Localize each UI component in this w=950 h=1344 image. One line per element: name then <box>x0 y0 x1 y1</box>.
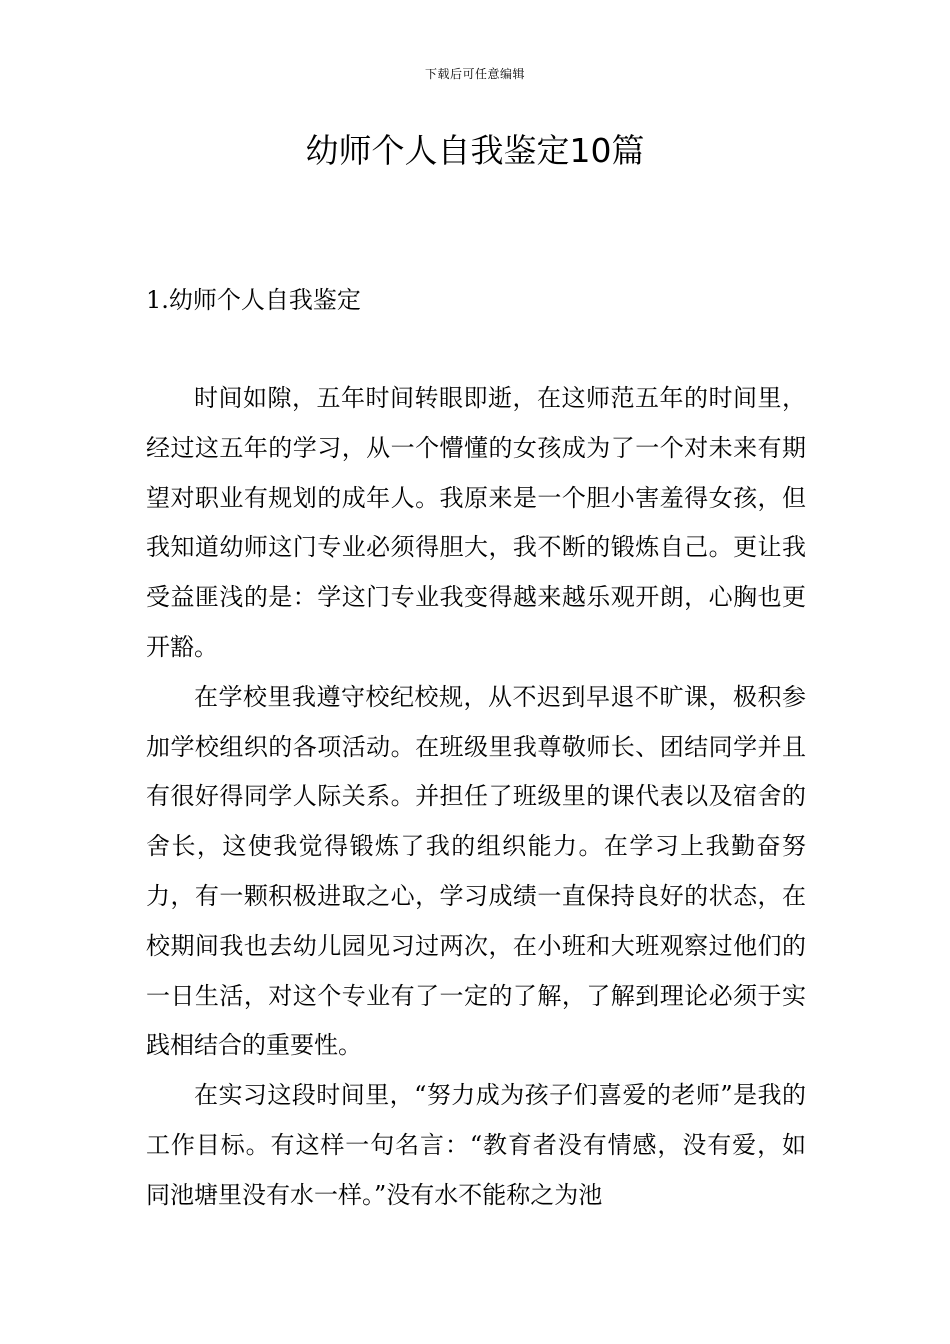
header-note: 下载后可任意编辑 <box>424 67 525 81</box>
section-heading: 1.幼师个人自我鉴定 <box>146 286 361 314</box>
paragraph: 在实习这段时间里，“努力成为孩子们喜爱的老师”是我的工作目标。有这样一句名言：“教育者没有情感，没有爱，如同池塘里没有水一样。”没有水不能称之为池 <box>146 1081 806 1209</box>
body-text <box>146 374 806 1221</box>
paragraph: 在学校里我遵守校纪校规，从不迟到早退不旷课，极积参加学校组织的各项活动。在班级里我尊敬师长、团结同学并且有很好得同学人际关系。并担任了班级里的课代表以及宿舍的舍长，这使我觉得锻炼了我的组织能力。在学习上我勤奋努力，有一颗积极进取之心，学习成绩一直保持良好的状态，在校期间我也去幼儿园见习过两次，在小班和大班观察过他们的一日生活，对这个专业有了一定的了解，了解到理论必须于实践相结合的重要性。 <box>146 682 806 1060</box>
document-title: 幼师个人自我鉴定10篇 <box>305 131 645 170</box>
paragraph: 时间如隙，五年时间转眼即逝，在这师范五年的时间里，经过这五年的学习，从一个懵懂的女孩成为了一个对未来有期望对职业有规划的成年人。我原来是一个胆小害羞得女孩，但我知道幼师这门专业必须得胆大，我不断的锻炼自己。更让我受益匪浅的是：学这门专业我变得越来越乐观开朗，心胸也更开豁。 <box>146 384 806 661</box>
